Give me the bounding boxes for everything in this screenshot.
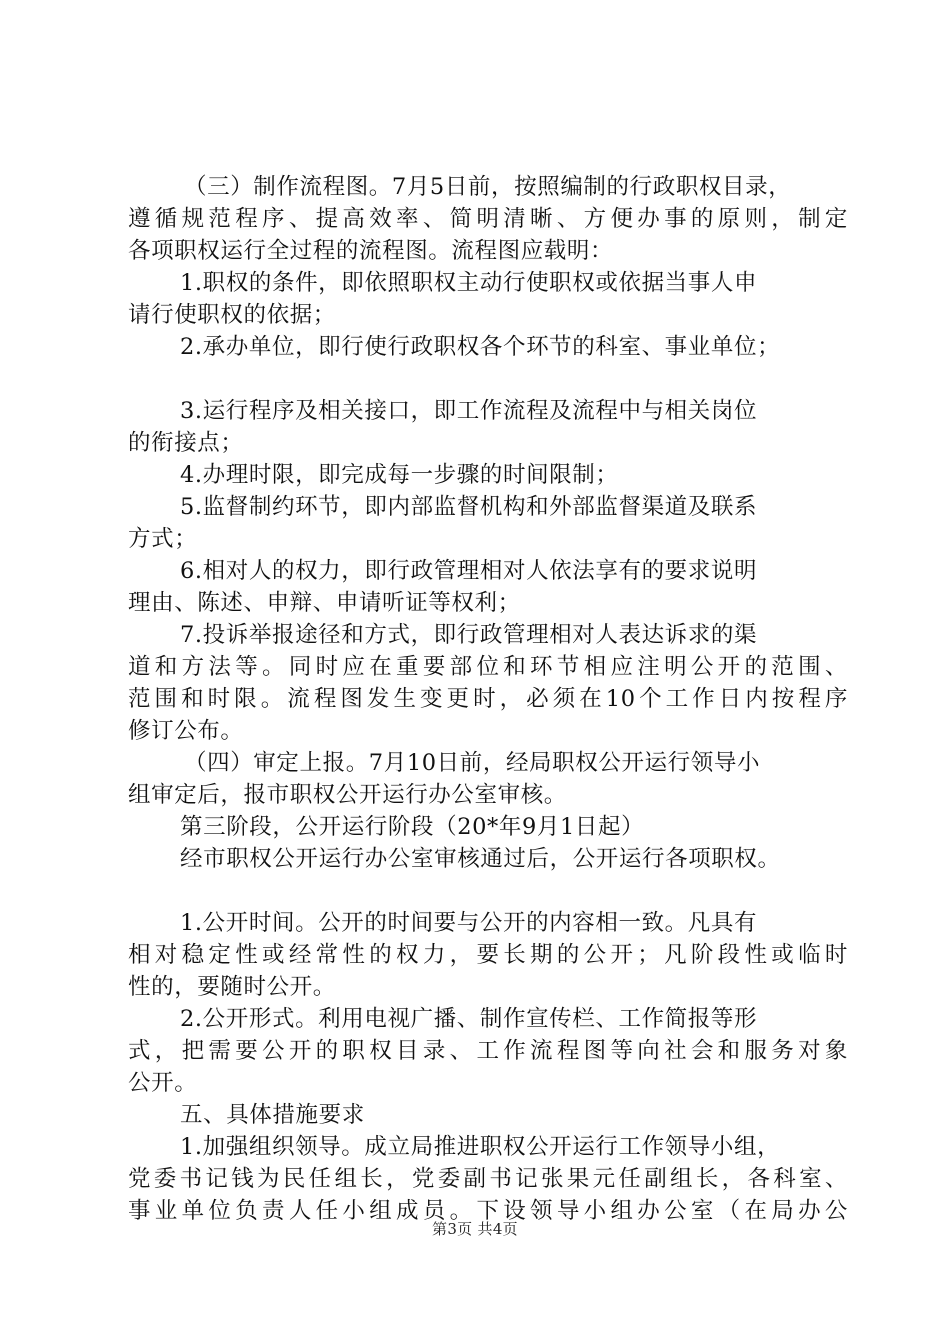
paragraph-line: 理由、陈述、申辩、申请听证等权利；: [128, 590, 521, 616]
section-heading: 五、具体措施要求: [180, 1102, 365, 1128]
paragraph-line: 2.公开形式。利用电视广播、制作宣传栏、工作简报等形: [180, 1006, 758, 1032]
paragraph-line: 经市职权公开运行办公室审核通过后，公开运行各项职权。: [180, 846, 781, 872]
paragraph-line: 3.运行程序及相关接口，即工作流程及流程中与相关岗位: [180, 398, 758, 424]
paragraph-line: 相对稳定性或经常性的权力，要长期的公开；凡阶段性或临时: [128, 942, 848, 968]
section-heading: 第三阶段，公开运行阶段（20*年9月1日起）: [180, 814, 645, 840]
blank-line: [128, 363, 848, 395]
document-body: [128, 171, 848, 1227]
paragraph-line: 遵循规范程序、提高效率、简明清晰、方便办事的原则，制定: [128, 206, 848, 232]
paragraph-line: （三）制作流程图。7月5日前，按照编制的行政职权目录，: [184, 174, 792, 200]
paragraph-line: 性的，要随时公开。: [128, 974, 336, 1000]
paragraph-line: 方式；: [128, 526, 198, 552]
paragraph-line: 公开。: [128, 1070, 198, 1096]
page-number-footer: 第3页 共4页: [432, 1220, 518, 1238]
paragraph-line: 1.职权的条件，即依照职权主动行使职权或依据当事人申: [180, 270, 758, 296]
blank-line: [128, 875, 848, 907]
paragraph-line: 党委书记钱为民任组长，党委副书记张果元任副组长，各科室、: [128, 1166, 848, 1192]
paragraph-line: 式，把需要公开的职权目录、工作流程图等向社会和服务对象: [128, 1038, 848, 1064]
paragraph-line: 请行使职权的依据；: [128, 302, 336, 328]
paragraph-line: 组审定后，报市职权公开运行办公室审核。: [128, 782, 567, 808]
paragraph-line: 事业单位负责人任小组成员。下设领导小组办公室（在局办公: [128, 1198, 848, 1224]
paragraph-line: 1.加强组织领导。成立局推进职权公开运行工作领导小组，: [180, 1134, 781, 1160]
paragraph-line: 道和方法等。同时应在重要部位和环节相应注明公开的范围、: [128, 654, 848, 680]
paragraph-line: 的衔接点；: [128, 430, 244, 456]
paragraph-line: 5.监督制约环节，即内部监督机构和外部监督渠道及联系: [180, 494, 758, 520]
paragraph-line: 6.相对人的权力，即行政管理相对人依法享有的要求说明: [180, 558, 758, 584]
paragraph-line: 范围和时限。流程图发生变更时，必须在10个工作日内按程序: [128, 686, 848, 712]
paragraph-line: 1.公开时间。公开的时间要与公开的内容相一致。凡具有: [180, 910, 758, 936]
paragraph-line: （四）审定上报。7月10日前，经局职权公开运行领导小: [184, 750, 761, 776]
paragraph-line: 修订公布。: [128, 718, 244, 744]
paragraph-line: 各项职权运行全过程的流程图。流程图应载明：: [128, 238, 614, 264]
paragraph-line: 7.投诉举报途径和方式，即行政管理相对人表达诉求的渠: [180, 622, 758, 648]
paragraph-line: 2.承办单位，即行使行政职权各个环节的科室、事业单位；: [180, 334, 781, 360]
paragraph-line: 4.办理时限，即完成每一步骤的时间限制；: [180, 462, 619, 488]
